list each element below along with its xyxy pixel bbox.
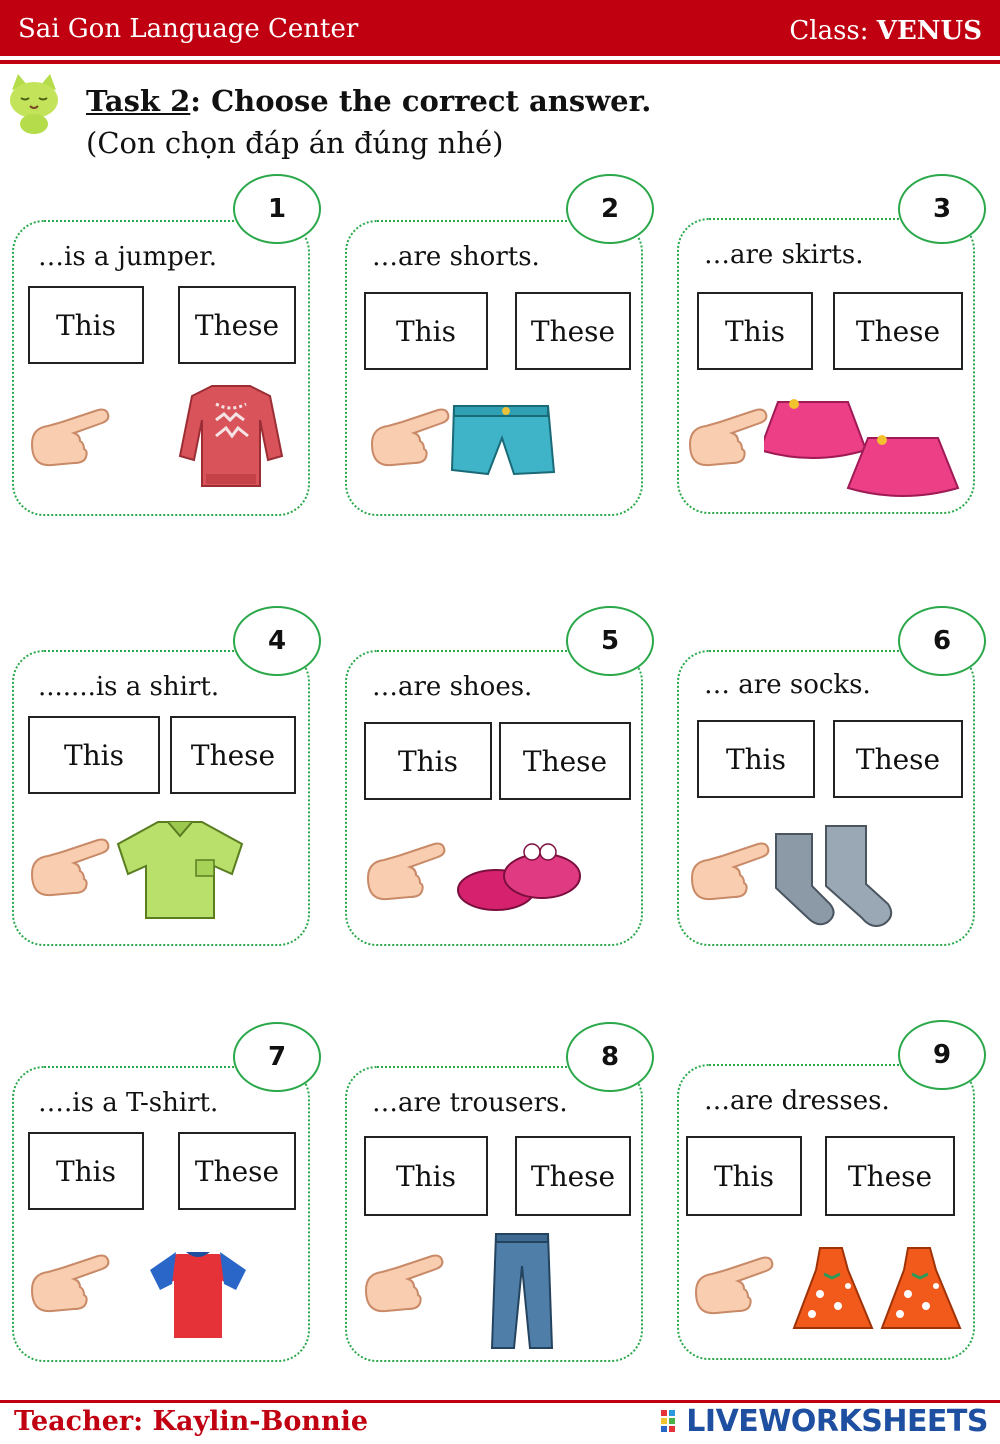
question-prompt-7: ….is a T-shirt. bbox=[38, 1088, 219, 1118]
pointing-hand-icon bbox=[690, 1254, 774, 1320]
option-these-6[interactable]: These bbox=[833, 720, 963, 798]
question-number-1: 1 bbox=[233, 174, 321, 244]
question-number-7: 7 bbox=[233, 1022, 321, 1092]
skirts-icon bbox=[764, 394, 964, 498]
shorts-icon bbox=[446, 400, 556, 478]
option-this-4[interactable]: This bbox=[28, 716, 160, 794]
question-prompt-5: …are shoes. bbox=[372, 672, 533, 702]
question-prompt-6: … are socks. bbox=[704, 670, 871, 700]
option-this-5[interactable]: This bbox=[364, 722, 492, 800]
option-this-6[interactable]: This bbox=[697, 720, 815, 798]
pointing-hand-icon bbox=[686, 840, 770, 906]
pointing-hand-icon bbox=[26, 836, 110, 902]
liveworksheets-brand: LIVEWORKSHEETS bbox=[686, 1403, 988, 1439]
task-title bbox=[86, 84, 651, 118]
task-label: Task 2 bbox=[86, 84, 191, 118]
question-number-4: 4 bbox=[233, 606, 321, 676]
header-divider bbox=[0, 60, 1000, 64]
class-name: VENUS bbox=[876, 16, 982, 46]
t-shirt-icon bbox=[146, 1248, 250, 1344]
question-number-9: 9 bbox=[898, 1020, 986, 1090]
question-number-5: 5 bbox=[566, 606, 654, 676]
question-number-8: 8 bbox=[566, 1022, 654, 1092]
pointing-hand-icon bbox=[362, 840, 446, 906]
dresses-icon bbox=[790, 1244, 966, 1334]
shirt-icon bbox=[112, 816, 250, 924]
question-prompt-8: …are trousers. bbox=[372, 1088, 568, 1118]
option-these-1[interactable]: These bbox=[178, 286, 296, 364]
option-these-3[interactable]: These bbox=[833, 292, 963, 370]
school-name: Sai Gon Language Center bbox=[18, 14, 359, 44]
question-number-3: 3 bbox=[898, 174, 986, 244]
task-instruction: : Choose the correct answer. bbox=[190, 84, 652, 118]
question-number-2: 2 bbox=[566, 174, 654, 244]
question-prompt-1: …is a jumper. bbox=[38, 242, 218, 272]
class-info bbox=[789, 16, 982, 46]
option-these-7[interactable]: These bbox=[178, 1132, 296, 1210]
liveworksheets-logo[interactable] bbox=[660, 1404, 988, 1438]
option-these-9[interactable]: These bbox=[825, 1136, 955, 1216]
pointing-hand-icon bbox=[684, 406, 768, 472]
option-this-9[interactable]: This bbox=[686, 1136, 802, 1216]
option-these-8[interactable]: These bbox=[515, 1136, 631, 1216]
pointing-hand-icon bbox=[26, 1252, 110, 1318]
teacher-name: Teacher: Kaylin-Bonnie bbox=[14, 1406, 369, 1437]
option-this-8[interactable]: This bbox=[364, 1136, 488, 1216]
option-these-5[interactable]: These bbox=[499, 722, 631, 800]
option-these-4[interactable]: These bbox=[170, 716, 296, 794]
question-prompt-4: .......is a shirt. bbox=[38, 672, 220, 702]
cat-mascot-icon bbox=[6, 72, 62, 134]
task-subtitle: (Con chọn đáp án đúng nhé) bbox=[86, 126, 504, 160]
option-this-7[interactable]: This bbox=[28, 1132, 144, 1210]
option-this-1[interactable]: This bbox=[28, 286, 144, 364]
trousers-icon bbox=[488, 1230, 556, 1352]
option-this-3[interactable]: This bbox=[697, 292, 813, 370]
shoes-icon bbox=[454, 836, 584, 916]
option-this-2[interactable]: This bbox=[364, 292, 488, 370]
jumper-icon bbox=[176, 380, 286, 492]
liveworksheets-grid-icon bbox=[660, 1408, 684, 1434]
pointing-hand-icon bbox=[26, 406, 110, 472]
option-these-2[interactable]: These bbox=[515, 292, 631, 370]
question-prompt-3: …are skirts. bbox=[704, 240, 864, 270]
class-label: Class: bbox=[789, 16, 869, 46]
socks-icon bbox=[770, 822, 898, 932]
pointing-hand-icon bbox=[366, 406, 450, 472]
question-prompt-9: …are dresses. bbox=[704, 1086, 890, 1116]
question-number-6: 6 bbox=[898, 606, 986, 676]
question-prompt-2: …are shorts. bbox=[372, 242, 540, 272]
pointing-hand-icon bbox=[360, 1252, 444, 1318]
